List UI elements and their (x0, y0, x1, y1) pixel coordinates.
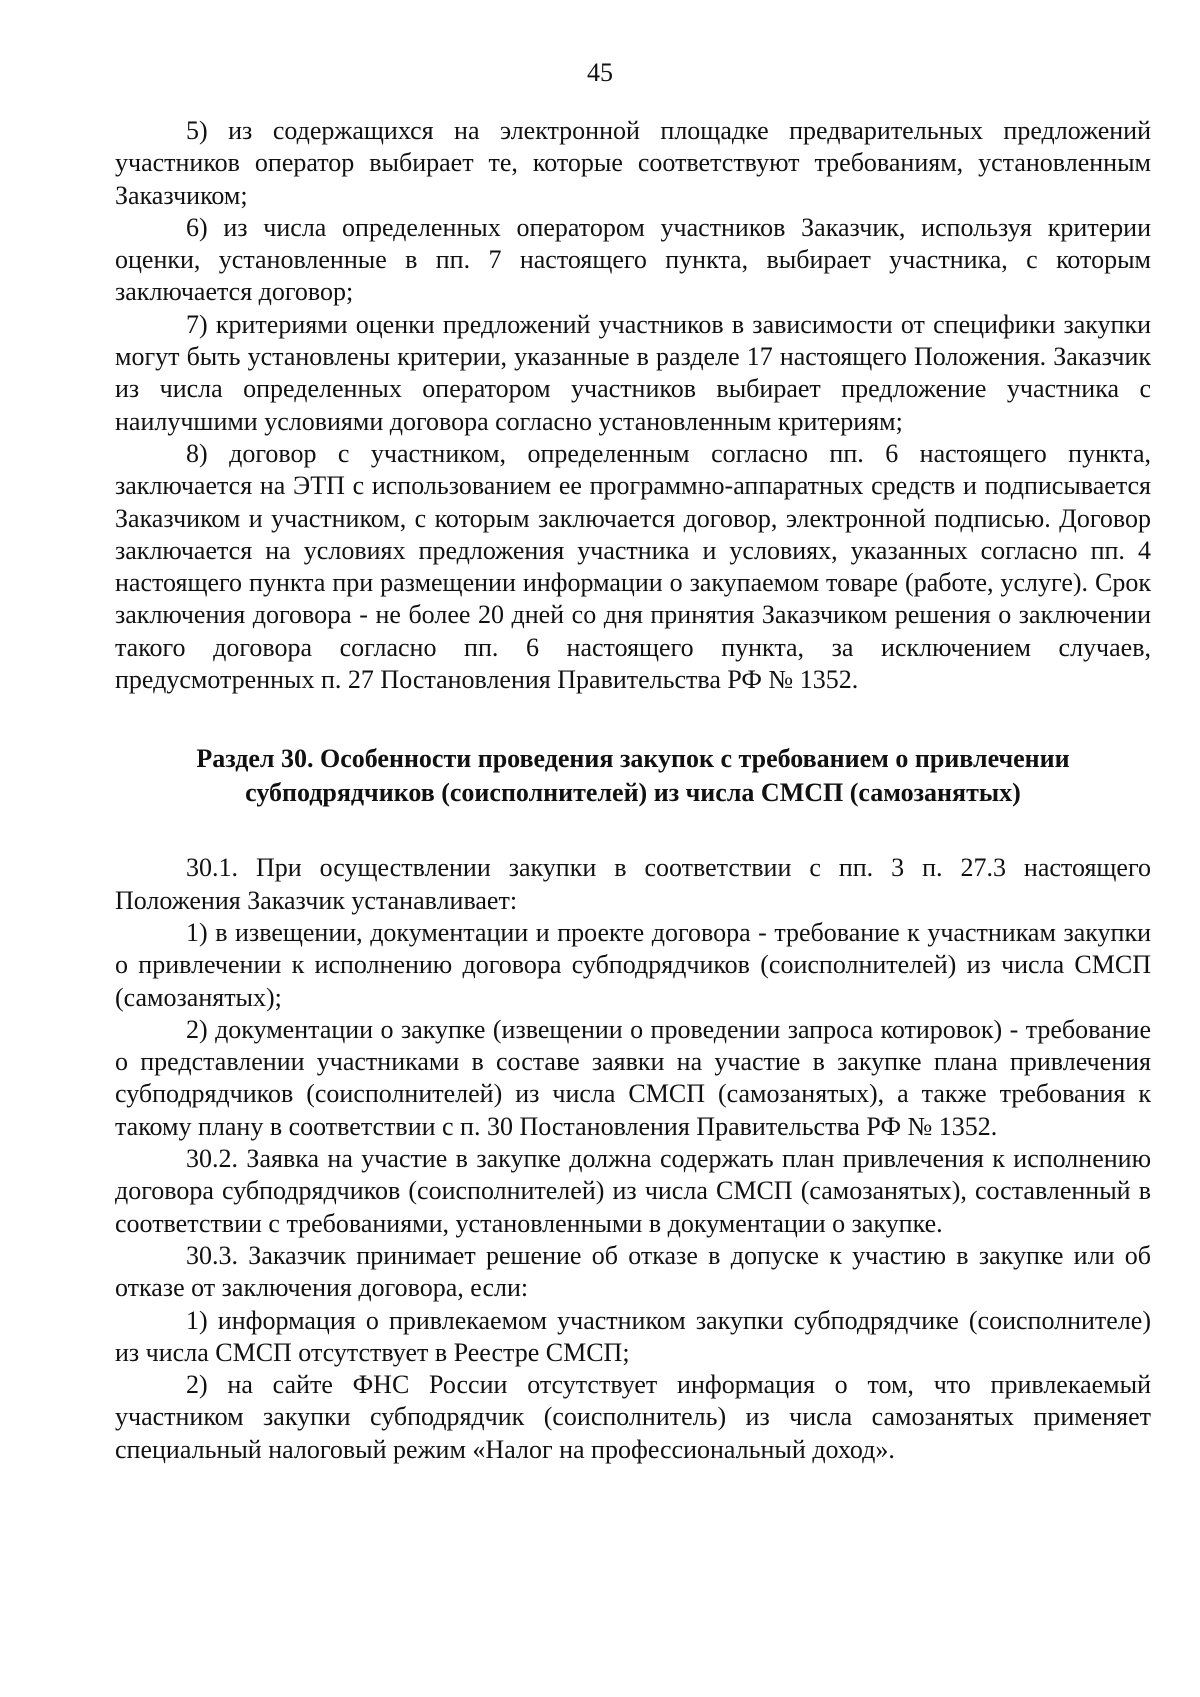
paragraph-item-8: 8) договор с участником, определенным согласно пп. 6 настоящего пункта, заключается на ЭТП с использованием ее программно-аппаратных средств и подписывается Заказчиком и участником, с которым заключается договор, электронной подписью. Договор заключается на условиях предложения участника и условиях, указанных согласно пп. 4 настоящего пункта при размещении информации о закупаемом товаре (работе, услуге). Срок заключения договора - не более 20 дней со дня принятия Заказчиком решения о заключении такого договора согласно пп. 6 настоящего пункта, за исключением случаев, предусмотренных п. 27 Постановления Правительства РФ № 1352. (115, 438, 1151, 695)
paragraph-30-2: 30.2. Заявка на участие в закупке должна содержать план привлечения к исполнению договора субподрядчиков (соисполнителей) из числа СМСП (самозанятых), составленный в соответствии с требованиями, установленными в документации о закупке. (115, 1144, 1151, 1238)
paragraph-30-1: 30.1. При осуществлении закупки в соответствии с пп. 3 п. 27.3 настоящего Положения Заказчик устанавливает: (115, 853, 1151, 915)
paragraph-30-3-item-1: 1) информация о привлекаемом участником закупки субподрядчике (соисполнителе) из числа СМСП отсутствует в Реестре СМСП; (115, 1305, 1151, 1367)
page-content (115, 115, 1151, 1466)
page-number: 45 (587, 58, 613, 87)
paragraph-30-1-item-1: 1) в извещении, документации и проекте договора - требование к участникам закупки о привлечении к исполнению договора субподрядчиков (соисполнителей) из числа СМСП (самозанятых); (115, 917, 1151, 1012)
paragraph-30-3: 30.3. Заказчик принимает решение об отказе в допуске к участию в закупке или об отказе от заключения договора, если: (115, 1240, 1151, 1303)
paragraph-item-5: 5) из содержащихся на электронной площадке предварительных предложений участников оператор выбирает те, которые соответствуют требованиям, установленным Заказчиком; (115, 116, 1151, 210)
paragraph-item-7: 7) критериями оценки предложений участников в зависимости от специфики закупки могут быть установлены критерии, указанные в разделе 17 настоящего Положения. Заказчик из числа определенных оператором участников выбирает предложение участника с наилучшими условиями договора согласно установленным критериям; (115, 309, 1151, 436)
paragraph-30-1-item-2: 2) документации о закупке (извещении о проведении запроса котировок) - требование о представлении участниками в составе заявки на участие в закупке плана привлечения субподрядчиков (соисполнителей) из числа СМСП (самозанятых), а также требования к такому плану в соответствии с п. 30 Постановления Правительства РФ № 1352. (115, 1014, 1151, 1141)
paragraph-item-6: 6) из числа определенных оператором участников Заказчик, используя критерии оценки, установленные в пп. 7 настоящего пункта, выбирает участника, с которым заключается договор; (115, 212, 1151, 307)
paragraph-30-3-item-2: 2) на сайте ФНС России отсутствует информация о том, что привлекаемый участником закупки субподрядчик (соисполнитель) из числа самозанятых применяет специальный налоговый режим «Налог на профессиональный доход». (115, 1370, 1151, 1464)
section-heading: Раздел 30. Особенности проведения закупок с требованием о привлечении субподрядчиков (соисполнителей) из числа СМСП (самозанятых) (196, 744, 1070, 808)
